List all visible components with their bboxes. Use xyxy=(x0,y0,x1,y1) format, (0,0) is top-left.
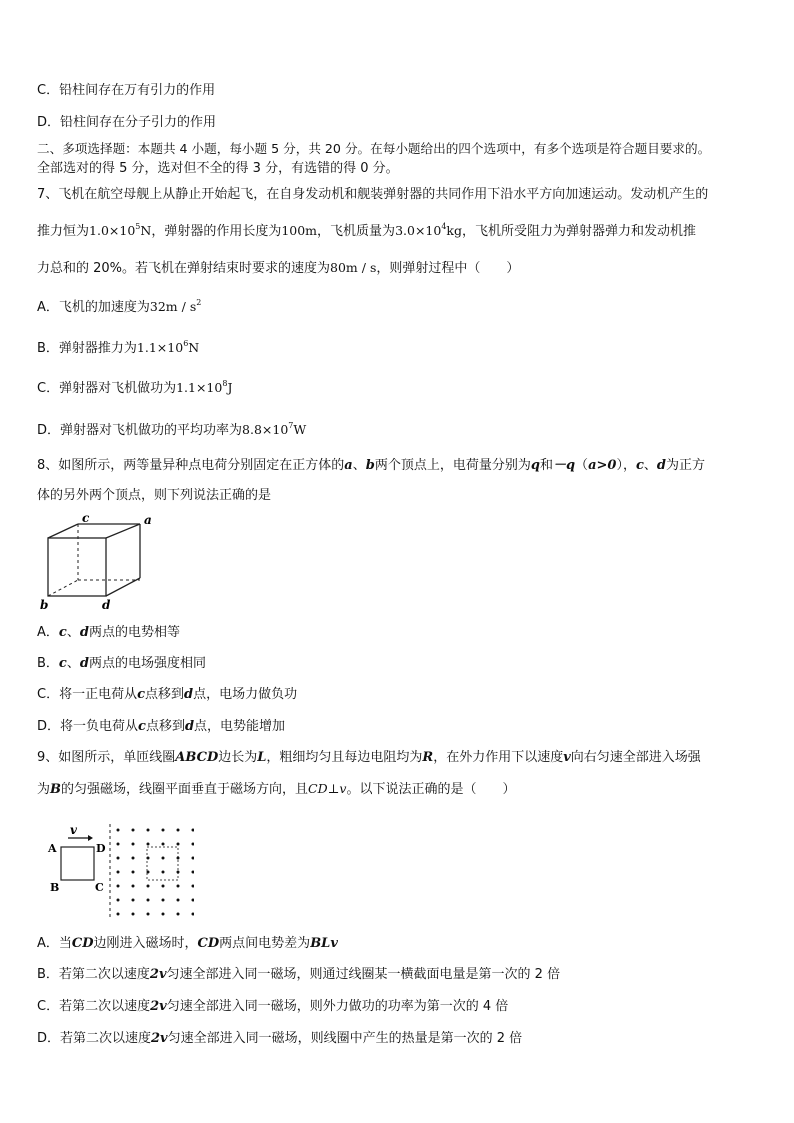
cube-figure xyxy=(36,510,166,614)
q8-option-b: B．c、d两点的电场强度相同 xyxy=(37,656,206,671)
field-dot xyxy=(147,829,150,832)
q9-option-b: B．若第二次以速度2v匀速全部进入同一磁场，则通过线圈某一横截面电量是第一次的 2 倍 xyxy=(37,967,561,982)
coil-square xyxy=(61,847,94,880)
field-dot xyxy=(192,899,195,902)
field-dot xyxy=(117,843,120,846)
field-dot xyxy=(147,843,150,846)
q9-option-d: D．若第二次以速度2v匀速全部进入同一磁场，则线圈中产生的热量是第一次的 2 倍 xyxy=(37,1031,523,1046)
q7-stem-line3: 力总和的 20%。若飞机在弹射结束时要求的速度为80m / s，则弹射过程中（ ） xyxy=(37,260,520,276)
field-dot xyxy=(177,829,180,832)
q7-text: ，飞机所受阻力为弹射器弹力和发动机推 xyxy=(462,224,697,239)
q7-text: ，飞机质量为 xyxy=(317,224,396,239)
field-dot xyxy=(177,885,180,888)
q7-text: ，弹射器的作用长度为 xyxy=(151,224,282,239)
q8-stem-line2: 体的另外两个顶点，则下列说法正确的是 xyxy=(37,488,272,503)
field-dot xyxy=(117,899,120,902)
magnetic-field-dots xyxy=(117,829,195,916)
field-dot xyxy=(132,871,135,874)
field-dot xyxy=(162,829,165,832)
q7-thrust: $1.0\times 10^5N$ xyxy=(89,222,152,238)
cube-label-d: d xyxy=(102,598,111,612)
section-2-instructions-line2: 全部选对的得 5 分，选对但不全的得 3 分，有选错的得 0 分。 xyxy=(37,161,399,176)
coil-magnetic-field-figure xyxy=(44,820,194,924)
field-dot xyxy=(117,871,120,874)
field-dot xyxy=(177,843,180,846)
field-dot xyxy=(147,899,150,902)
field-dot xyxy=(147,885,150,888)
q9-stem-line1: 9、如图所示，单匝线圈ABCD边长为L，粗细均匀且每边电阻均为R，在外力作用下以速度v向右匀速全部进入场强 xyxy=(37,750,701,765)
field-dot xyxy=(132,829,135,832)
field-dot xyxy=(162,871,165,874)
q9-stem-line2: 为B的匀强磁场，线圈平面垂直于磁场方向，且CD⊥v。以下说法正确的是（ ） xyxy=(37,781,516,797)
q7-text: 推力恒为 xyxy=(37,224,90,239)
field-dot xyxy=(192,885,195,888)
q8-option-c: C．将一正电荷从c点移到d点，电场力做负功 xyxy=(37,687,298,702)
q7-option-a: A．飞机的加速度为$32m / s^2$ xyxy=(37,298,202,315)
field-dot xyxy=(117,913,120,916)
q7-option-c: C．弹射器对飞机做功为$1.1\times 10^8J$ xyxy=(37,379,233,396)
field-dot xyxy=(162,857,165,860)
q7-stem-line1: 7、飞机在航空母舰上从静止开始起飞，在自身发动机和舰装弹射器的共同作用下沿水平方向加速运动。发动机产生的 xyxy=(37,187,709,202)
section-2-instructions-line1: 二、多项选择题：本题共 4 小题，每小题 5 分，共 20 分。在每小题给出的四个选项中，有多个选项是符合题目要求的。 xyxy=(37,141,711,156)
q8-option-a: A．c、d两点的电势相等 xyxy=(37,625,180,640)
field-dot xyxy=(117,857,120,860)
field-dot xyxy=(192,871,195,874)
field-dot xyxy=(132,857,135,860)
coil-in-field-outline xyxy=(147,847,178,880)
field-dot xyxy=(117,829,120,832)
prev-option-c: C．铅柱间存在万有引力的作用 xyxy=(37,83,216,98)
cube-label-a: a xyxy=(144,513,152,527)
field-dot xyxy=(192,857,195,860)
q7-speed: 80m / s xyxy=(330,260,377,275)
field-dot xyxy=(117,885,120,888)
cube-label-c: c xyxy=(82,511,90,525)
velocity-arrow-icon xyxy=(88,835,93,841)
q8-stem-line1: 8、如图所示，两等量异种点电荷分别固定在正方体的a、b两个顶点上，电荷量分别为q和－q（a>0），c、d为正方 xyxy=(37,458,705,473)
q9-option-a: A．当CD边刚进入磁场时，CD两点间电势差为BLv xyxy=(37,936,338,951)
field-dot xyxy=(147,857,150,860)
q7-length: 100m xyxy=(281,223,318,238)
field-dot xyxy=(132,885,135,888)
field-dot xyxy=(162,843,165,846)
q7-stem-line2 xyxy=(37,222,696,241)
coil-label-c: C xyxy=(95,881,104,894)
field-dot xyxy=(192,829,195,832)
q7-option-b: B．弹射器推力为$1.1\times 10^6N$ xyxy=(37,339,200,356)
coil-label-b: B xyxy=(50,881,60,894)
q7-option-d: D．弹射器对飞机做功的平均功率为$8.8\times 10^7W$ xyxy=(37,421,307,438)
field-dot xyxy=(147,913,150,916)
field-dot xyxy=(147,871,150,874)
cube-front-face xyxy=(48,538,106,596)
q9-option-c: C．若第二次以速度2v匀速全部进入同一磁场，则外力做功的功率为第一次的 4 倍 xyxy=(37,999,509,1014)
field-dot xyxy=(162,913,165,916)
field-dot xyxy=(192,843,195,846)
cube-label-b: b xyxy=(40,598,49,612)
field-dot xyxy=(132,899,135,902)
field-dot xyxy=(177,913,180,916)
q8-option-d: D．将一负电荷从c点移到d点，电势能增加 xyxy=(37,719,286,734)
field-dot xyxy=(162,899,165,902)
field-dot xyxy=(177,857,180,860)
q7-mass: $3.0\times 10^4kg$ xyxy=(395,222,462,238)
field-dot xyxy=(192,913,195,916)
field-dot xyxy=(162,885,165,888)
coil-label-d: D xyxy=(96,842,106,855)
prev-option-d: D．铅柱间存在分子引力的作用 xyxy=(37,115,217,130)
field-dot xyxy=(132,843,135,846)
coil-label-a: A xyxy=(48,842,57,855)
field-dot xyxy=(177,871,180,874)
field-dot xyxy=(132,913,135,916)
field-dot xyxy=(177,899,180,902)
velocity-label: v xyxy=(70,823,77,837)
